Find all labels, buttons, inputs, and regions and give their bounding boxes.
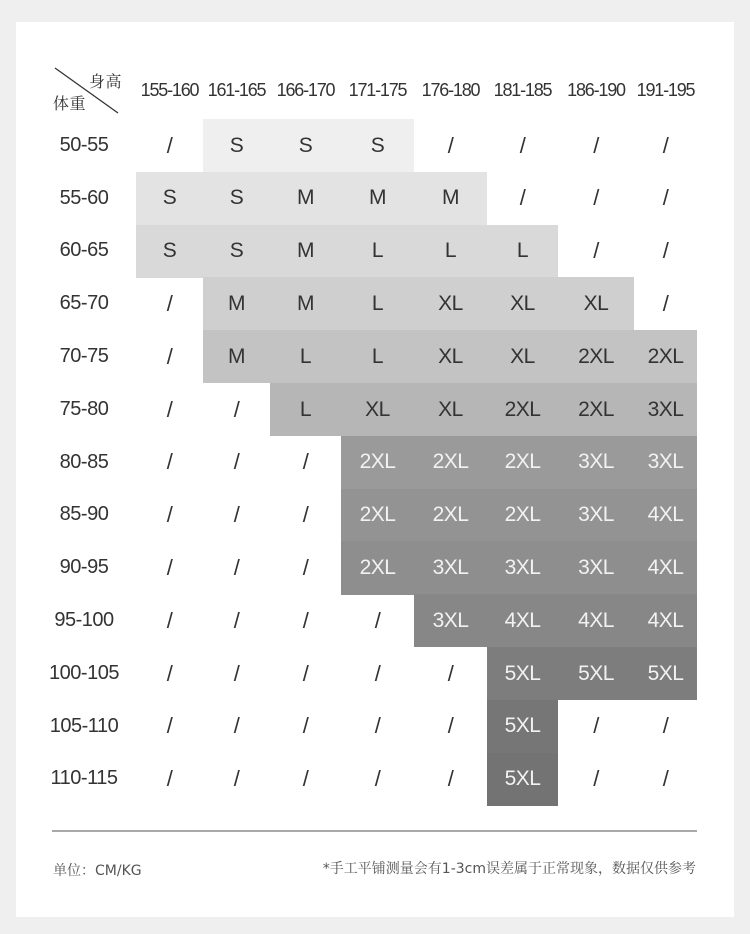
size-cell: S bbox=[341, 119, 414, 172]
size-cell-empty: / bbox=[593, 766, 599, 792]
size-cell-empty: / bbox=[662, 766, 669, 792]
size-cell-empty: / bbox=[662, 238, 669, 264]
size-cell: 2XL bbox=[487, 383, 558, 436]
size-cell: L bbox=[487, 225, 558, 278]
size-cell-empty: / bbox=[166, 713, 173, 739]
height-column-header: 171-175 bbox=[348, 79, 407, 100]
size-cell-empty: / bbox=[166, 660, 173, 686]
size-cell: L bbox=[341, 277, 414, 330]
height-axis-label: 身高 bbox=[88, 72, 122, 91]
height-column-header: 155-160 bbox=[140, 79, 199, 100]
size-cell-empty: / bbox=[233, 607, 240, 633]
size-cell: S bbox=[203, 119, 270, 172]
size-cell: 2XL bbox=[487, 489, 558, 542]
size-cell-empty: / bbox=[662, 291, 669, 317]
size-cell: XL bbox=[341, 383, 414, 436]
size-cell-empty: / bbox=[166, 555, 173, 581]
height-column-header: 181-185 bbox=[493, 79, 552, 100]
size-cell: 5XL bbox=[487, 700, 558, 753]
height-column-header: 176-180 bbox=[421, 79, 480, 100]
size-cell-empty: / bbox=[233, 449, 240, 475]
size-cell: 3XL bbox=[558, 541, 634, 594]
size-cell: 2XL bbox=[341, 436, 414, 489]
size-cell: 5XL bbox=[487, 753, 558, 806]
size-cell-empty: / bbox=[374, 766, 381, 792]
height-column-header: 191-195 bbox=[636, 79, 695, 100]
unit-label: 单位：CM/KG bbox=[53, 863, 142, 879]
size-cell: S bbox=[203, 225, 270, 278]
size-cell-empty: / bbox=[302, 607, 309, 633]
size-cell: S bbox=[203, 172, 270, 225]
size-cell-empty: / bbox=[593, 132, 599, 158]
weight-row-header: 80-85 bbox=[59, 450, 109, 473]
size-cell: 3XL bbox=[414, 541, 487, 594]
size-cell-empty: / bbox=[166, 343, 173, 369]
size-cell-empty: / bbox=[233, 555, 240, 581]
size-cell: 4XL bbox=[634, 489, 697, 542]
size-cell: 5XL bbox=[558, 647, 634, 700]
weight-row-header: 70-75 bbox=[59, 345, 109, 368]
table-corner-header bbox=[52, 66, 120, 114]
size-cell: 2XL bbox=[341, 489, 414, 542]
size-cell: 4XL bbox=[634, 594, 697, 647]
size-cell: 3XL bbox=[634, 383, 697, 436]
size-cell: M bbox=[270, 277, 341, 330]
size-cell-empty: / bbox=[166, 502, 173, 528]
size-cell: 4XL bbox=[634, 541, 697, 594]
size-cell-empty: / bbox=[302, 766, 309, 792]
size-cell-empty: / bbox=[233, 766, 240, 792]
size-cell: 2XL bbox=[341, 541, 414, 594]
size-cell: M bbox=[203, 277, 270, 330]
size-cell: S bbox=[136, 225, 203, 278]
size-cell: 4XL bbox=[558, 594, 634, 647]
size-cell: L bbox=[341, 225, 414, 278]
size-cell: M bbox=[203, 330, 270, 383]
height-column-header: 186-190 bbox=[567, 79, 625, 100]
size-cell-empty: / bbox=[447, 713, 454, 739]
size-cell: M bbox=[270, 172, 341, 225]
size-cell-empty: / bbox=[166, 396, 173, 422]
size-cell-empty: / bbox=[374, 607, 381, 633]
weight-row-header: 95-100 bbox=[54, 609, 114, 632]
size-cell-empty: / bbox=[447, 660, 454, 686]
size-cell: S bbox=[270, 119, 341, 172]
weight-row-header: 105-110 bbox=[49, 714, 119, 737]
size-cell-empty: / bbox=[519, 185, 526, 211]
size-cell-empty: / bbox=[593, 713, 599, 739]
measurement-note: *手工平铺测量会有1-3cm误差属于正常现象，数据仅供参考 bbox=[322, 861, 696, 877]
size-cell-empty: / bbox=[519, 132, 526, 158]
size-cell-empty: / bbox=[302, 713, 309, 739]
size-cell: 3XL bbox=[634, 436, 697, 489]
footer-divider bbox=[52, 830, 697, 832]
size-cell-empty: / bbox=[593, 238, 599, 264]
size-cell: 2XL bbox=[558, 383, 634, 436]
size-cell-empty: / bbox=[166, 132, 173, 158]
size-cell: L bbox=[270, 383, 341, 436]
size-cell-empty: / bbox=[233, 713, 240, 739]
weight-axis-label: 体重 bbox=[53, 94, 87, 113]
size-cell-empty: / bbox=[374, 713, 381, 739]
weight-row-header: 50-55 bbox=[59, 133, 109, 156]
size-cell: XL bbox=[487, 330, 558, 383]
size-cell-empty: / bbox=[166, 766, 173, 792]
size-cell: 4XL bbox=[487, 594, 558, 647]
size-cell-empty: / bbox=[302, 555, 309, 581]
weight-row-header: 85-90 bbox=[59, 503, 109, 526]
size-cell: M bbox=[414, 172, 487, 225]
size-cell-empty: / bbox=[302, 502, 309, 528]
size-cell-empty: / bbox=[166, 607, 173, 633]
size-cell-empty: / bbox=[662, 713, 669, 739]
size-cell: M bbox=[270, 225, 341, 278]
size-cell: XL bbox=[414, 383, 487, 436]
size-cell-empty: / bbox=[447, 766, 454, 792]
size-cell: XL bbox=[414, 330, 487, 383]
size-cell-empty: / bbox=[447, 132, 454, 158]
weight-row-header: 60-65 bbox=[59, 239, 109, 262]
size-cell: XL bbox=[558, 277, 634, 330]
size-cell-empty: / bbox=[233, 660, 240, 686]
size-cell-empty: / bbox=[374, 660, 381, 686]
size-cell-empty: / bbox=[302, 449, 309, 475]
size-cell: 2XL bbox=[414, 436, 487, 489]
size-cell-empty: / bbox=[662, 185, 669, 211]
size-cell-empty: / bbox=[593, 185, 599, 211]
height-column-header: 161-165 bbox=[207, 79, 266, 100]
size-cell: 2XL bbox=[487, 436, 558, 489]
size-cell-empty: / bbox=[233, 502, 240, 528]
size-cell: XL bbox=[487, 277, 558, 330]
size-cell: S bbox=[136, 172, 203, 225]
weight-row-header: 65-70 bbox=[59, 292, 109, 315]
size-cell: 5XL bbox=[487, 647, 558, 700]
size-cell-empty: / bbox=[166, 449, 173, 475]
size-cell: L bbox=[341, 330, 414, 383]
size-cell: 3XL bbox=[558, 436, 634, 489]
size-cell: 2XL bbox=[634, 330, 697, 383]
size-cell: 2XL bbox=[414, 489, 487, 542]
size-cell: M bbox=[341, 172, 414, 225]
size-cell: L bbox=[414, 225, 487, 278]
height-column-header: 166-170 bbox=[276, 79, 335, 100]
weight-row-header: 110-115 bbox=[50, 767, 118, 790]
size-cell: 2XL bbox=[558, 330, 634, 383]
weight-row-header: 55-60 bbox=[59, 186, 109, 209]
size-cell-empty: / bbox=[166, 291, 173, 317]
size-cell-empty: / bbox=[233, 396, 240, 422]
size-cell: XL bbox=[414, 277, 487, 330]
size-cell: L bbox=[270, 330, 341, 383]
size-cell-empty: / bbox=[662, 132, 669, 158]
weight-row-header: 75-80 bbox=[59, 397, 109, 420]
size-cell: 3XL bbox=[558, 489, 634, 542]
size-cell-empty: / bbox=[302, 660, 309, 686]
size-cell: 5XL bbox=[634, 647, 697, 700]
size-cell: 3XL bbox=[414, 594, 487, 647]
weight-row-header: 100-105 bbox=[49, 661, 119, 684]
size-cell: 3XL bbox=[487, 541, 558, 594]
weight-row-header: 90-95 bbox=[59, 556, 109, 579]
